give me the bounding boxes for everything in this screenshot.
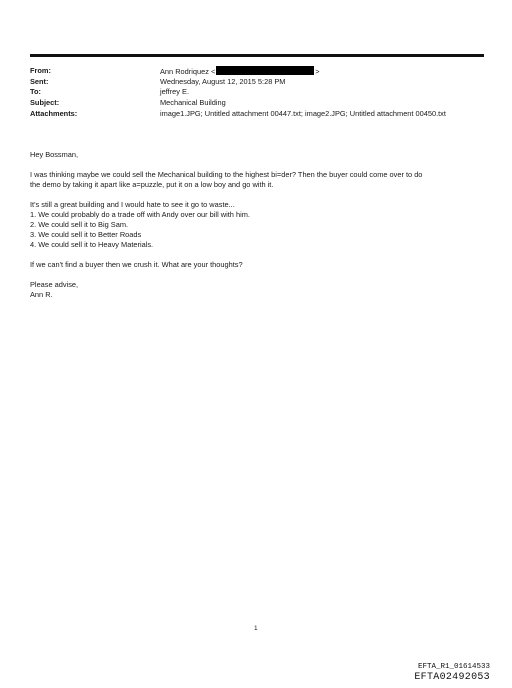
header-divider [30, 54, 484, 57]
sent-label: Sent: [30, 76, 49, 86]
attachments-value: image1.JPG; Untitled attachment 00447.txt; image2.JPG; Untitled attachment 00450.txt [160, 108, 446, 118]
from-name: Ann Rodriquez < [160, 67, 216, 76]
subject-value: Mechanical Building [160, 98, 226, 108]
closing: Please advise, [30, 280, 79, 289]
to-value: jeffrey E. [160, 87, 190, 97]
attachments-row [30, 109, 490, 119]
redaction-block [216, 66, 314, 75]
sent-value: Wednesday, August 12, 2015 5:28 PM [160, 76, 286, 86]
subject-label: Subject: [30, 98, 60, 108]
option-item: 3. We could sell it to Better Roads [30, 230, 142, 239]
signoff-paragraph [30, 280, 490, 300]
proposal-line-2: the demo by taking it apart like a=puzzle, put it on a low boy and go with it. [30, 180, 274, 189]
from-row [30, 66, 490, 76]
sent-row [30, 77, 490, 87]
to-row [30, 87, 490, 97]
page-number: 1 [254, 625, 258, 632]
option-item: 4. We could sell it to Heavy Materials. [30, 240, 154, 249]
question-text: If we can't find a buyer then we crush it. What are your thoughts? [30, 260, 243, 269]
proposal-line-1: I was thinking maybe we could sell the Mechanical building to the highest bi=der? Then the buyer could come over to do [30, 170, 423, 179]
options-intro: It's still a great building and I would hate to see it go to waste... [30, 200, 235, 209]
attachments-label: Attachments: [30, 108, 78, 118]
proposal-paragraph [30, 170, 490, 190]
from-value [160, 66, 490, 76]
from-close: > [315, 67, 320, 76]
option-item: 1. We could probably do a trade off with Andy over our bill with him. [30, 210, 250, 219]
email-header [30, 66, 490, 119]
from-label: From: [30, 66, 51, 75]
email-body [30, 150, 490, 310]
to-label: To: [30, 87, 41, 97]
greeting: Hey Bossman, [30, 150, 79, 159]
bates-number-secondary: EFTA02492053 [414, 672, 490, 683]
options-paragraph [30, 200, 490, 250]
subject-row [30, 98, 490, 108]
signature: Ann R. [30, 290, 53, 299]
bates-number-primary: EFTA_R1_01614533 [417, 663, 490, 671]
option-item: 2. We could sell it to Big Sam. [30, 220, 129, 229]
greeting-paragraph [30, 150, 490, 160]
question-paragraph [30, 260, 490, 270]
